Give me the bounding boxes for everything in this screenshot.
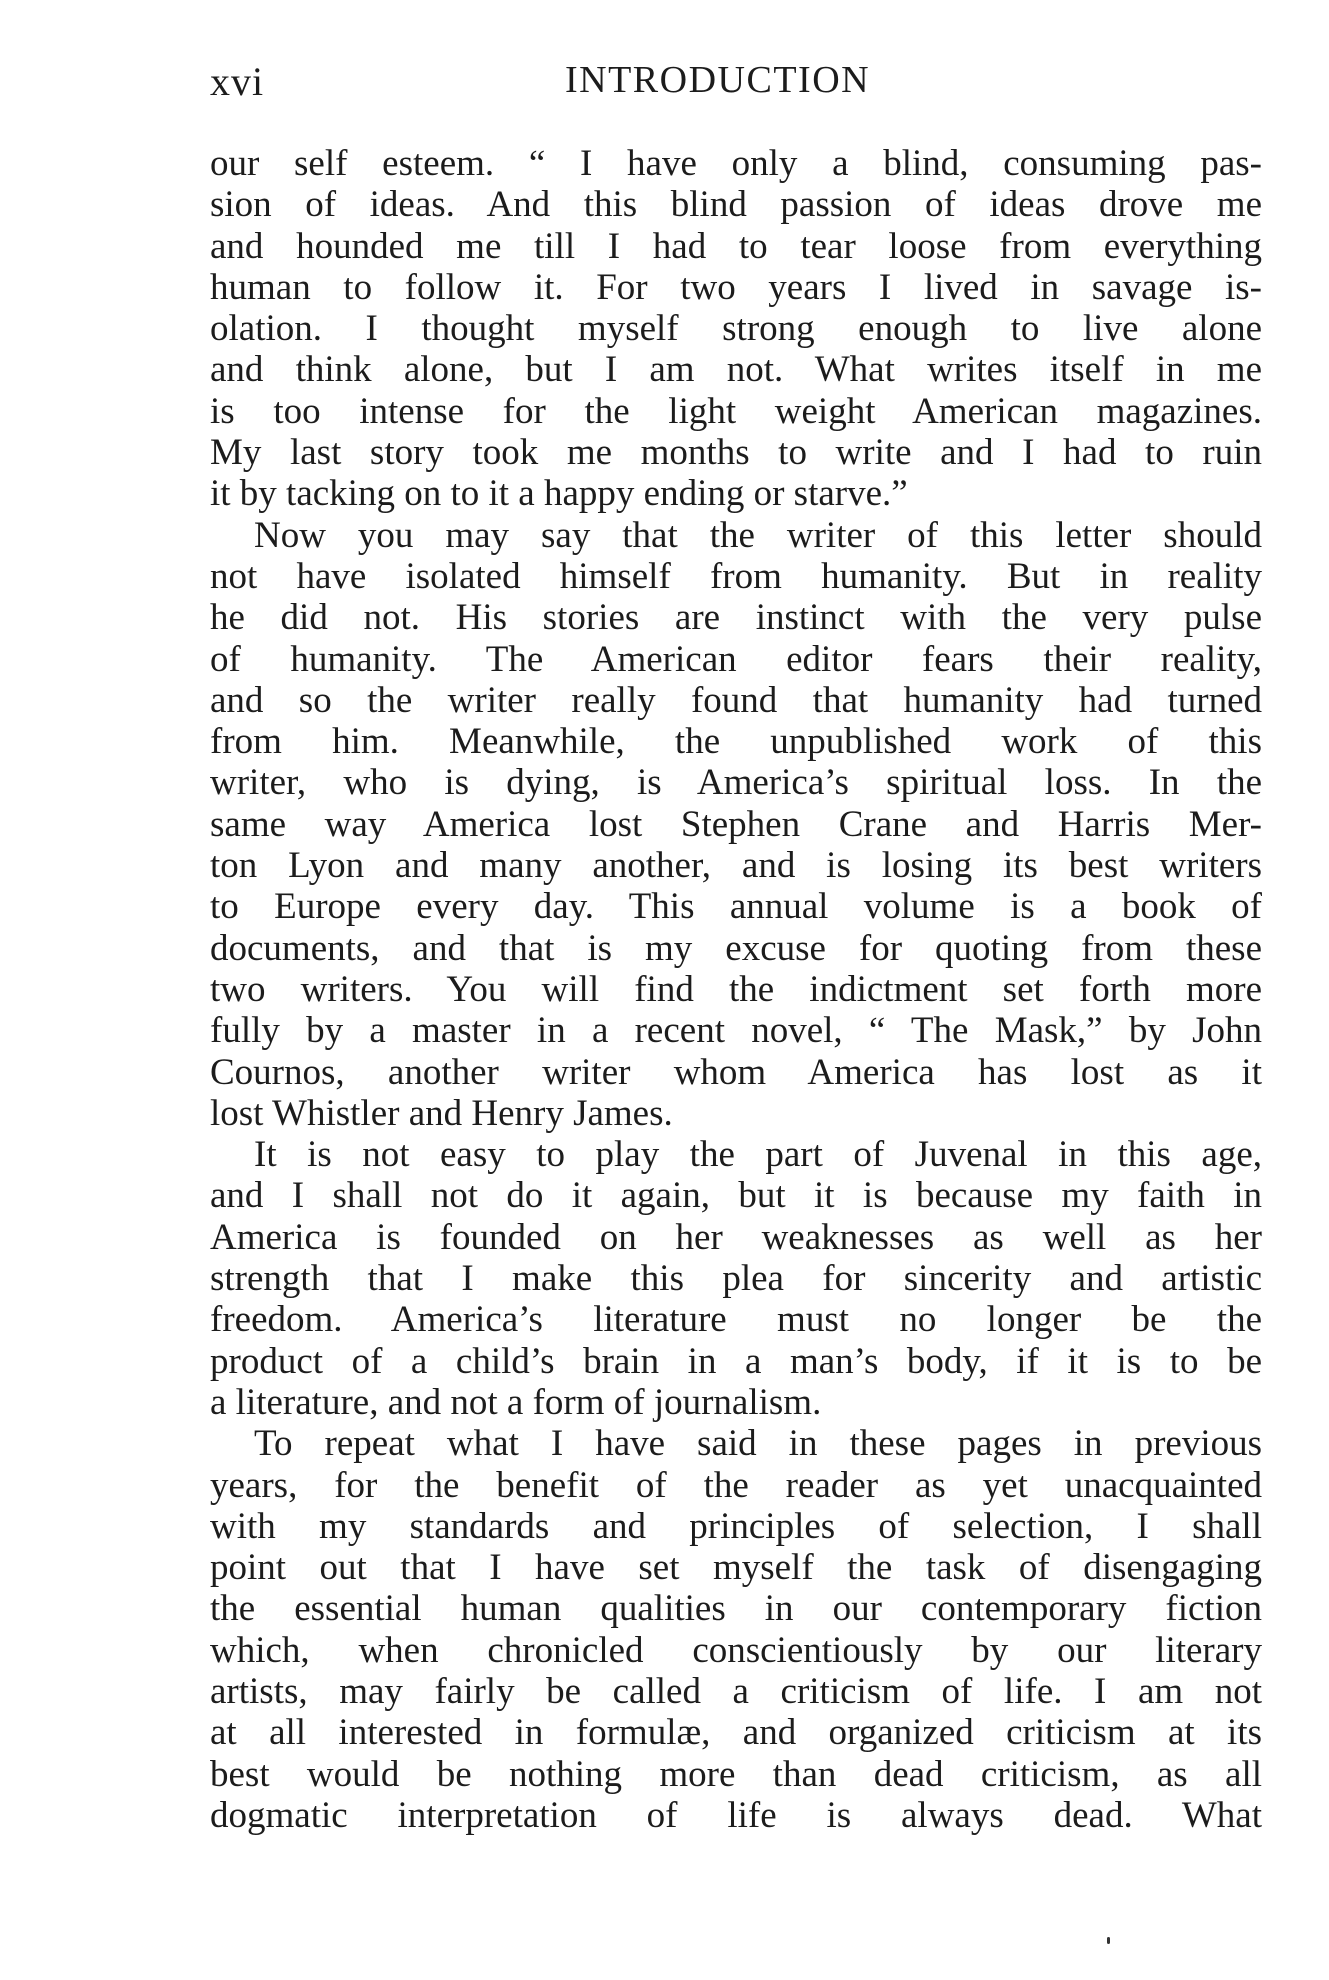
text-line: not have isolated himself from humanity. But in reality: [210, 555, 1262, 597]
text-line: sion of ideas. And this blind passion of ideas drove me: [210, 184, 1262, 226]
text-line: human to follow it. For two years I lived in savage is-: [210, 266, 1262, 308]
text-line: same way America lost Stephen Crane and Harris Mer-: [210, 803, 1262, 845]
text-line: strength that I make this plea for sincerity and artistic: [210, 1258, 1262, 1300]
text-line: writer, who is dying, is America’s spiritual loss. In the: [210, 762, 1262, 804]
text-line: dogmatic interpretation of life is always dead. What: [210, 1794, 1262, 1836]
text-line: it by tacking on to it a happy ending or starve.”: [210, 473, 908, 515]
text-line: America is founded on her weaknesses as well as her: [210, 1216, 1262, 1258]
text-line: and so the writer really found that humanity had turned: [210, 679, 1262, 721]
text-line: ton Lyon and many another, and is losing its best writers: [210, 845, 1262, 887]
running-title: INTRODUCTION: [565, 59, 871, 101]
text-line: documents, and that is my excuse for quoting from these: [210, 927, 1262, 969]
text-line: which, when chronicled conscientiously by our literary: [210, 1629, 1262, 1671]
text-line: he did not. His stories are instinct with the very pulse: [210, 597, 1262, 639]
text-line: product of a child’s brain in a man’s body, if it is to be: [210, 1340, 1262, 1382]
text-line: My last story took me months to write and I had to ruin: [210, 432, 1262, 474]
text-line: of humanity. The American editor fears their reality,: [210, 638, 1262, 680]
text-line: Cournos, another writer whom America has lost as it: [210, 1051, 1262, 1093]
text-line: two writers. You will find the indictment set forth more: [210, 968, 1262, 1010]
text-line: freedom. America’s literature must no longer be the: [210, 1299, 1262, 1341]
text-line: fully by a master in a recent novel, “ The Mask,” by John: [210, 1010, 1262, 1052]
text-line: point out that I have set myself the task of disengaging: [210, 1547, 1262, 1589]
page-number: xvi: [210, 59, 265, 104]
text-line: is too intense for the light weight American magazines.: [210, 390, 1262, 432]
text-line: olation. I thought myself strong enough to live alone: [210, 308, 1262, 350]
text-line: and I shall not do it again, but it is because my faith in: [210, 1175, 1262, 1217]
text-line: the essential human qualities in our contemporary fiction: [210, 1588, 1262, 1630]
text-line: best would be nothing more than dead criticism, as all: [210, 1753, 1262, 1795]
paragraph-start-line: It is not easy to play the part of Juvenal in this age,: [254, 1134, 1262, 1176]
text-line: to Europe every day. This annual volume is a book of: [210, 886, 1262, 928]
paragraph-start-line: Now you may say that the writer of this letter should: [254, 514, 1262, 556]
running-head: [210, 58, 1262, 110]
text-line: a literature, and not a form of journalism.: [210, 1381, 822, 1423]
ink-speck: [1107, 1937, 1110, 1944]
text-line: artists, may fairly be called a criticism of life. I am not: [210, 1670, 1262, 1712]
text-line: from him. Meanwhile, the unpublished work of this: [210, 721, 1262, 763]
text-line: and hounded me till I had to tear loose from everything: [210, 225, 1262, 267]
text-line: at all interested in formulæ, and organized criticism at its: [210, 1712, 1262, 1754]
text-line: our self esteem. “ I have only a blind, consuming pas-: [210, 143, 1262, 184]
body-text: [210, 143, 1262, 1836]
text-line: lost Whistler and Henry James.: [210, 1092, 673, 1134]
text-line: and think alone, but I am not. What writes itself in me: [210, 349, 1262, 391]
text-line: years, for the benefit of the reader as yet unacquainted: [210, 1464, 1262, 1506]
text-line: with my standards and principles of selection, I shall: [210, 1505, 1262, 1547]
paragraph-start-line: To repeat what I have said in these pages in previous: [254, 1423, 1262, 1465]
